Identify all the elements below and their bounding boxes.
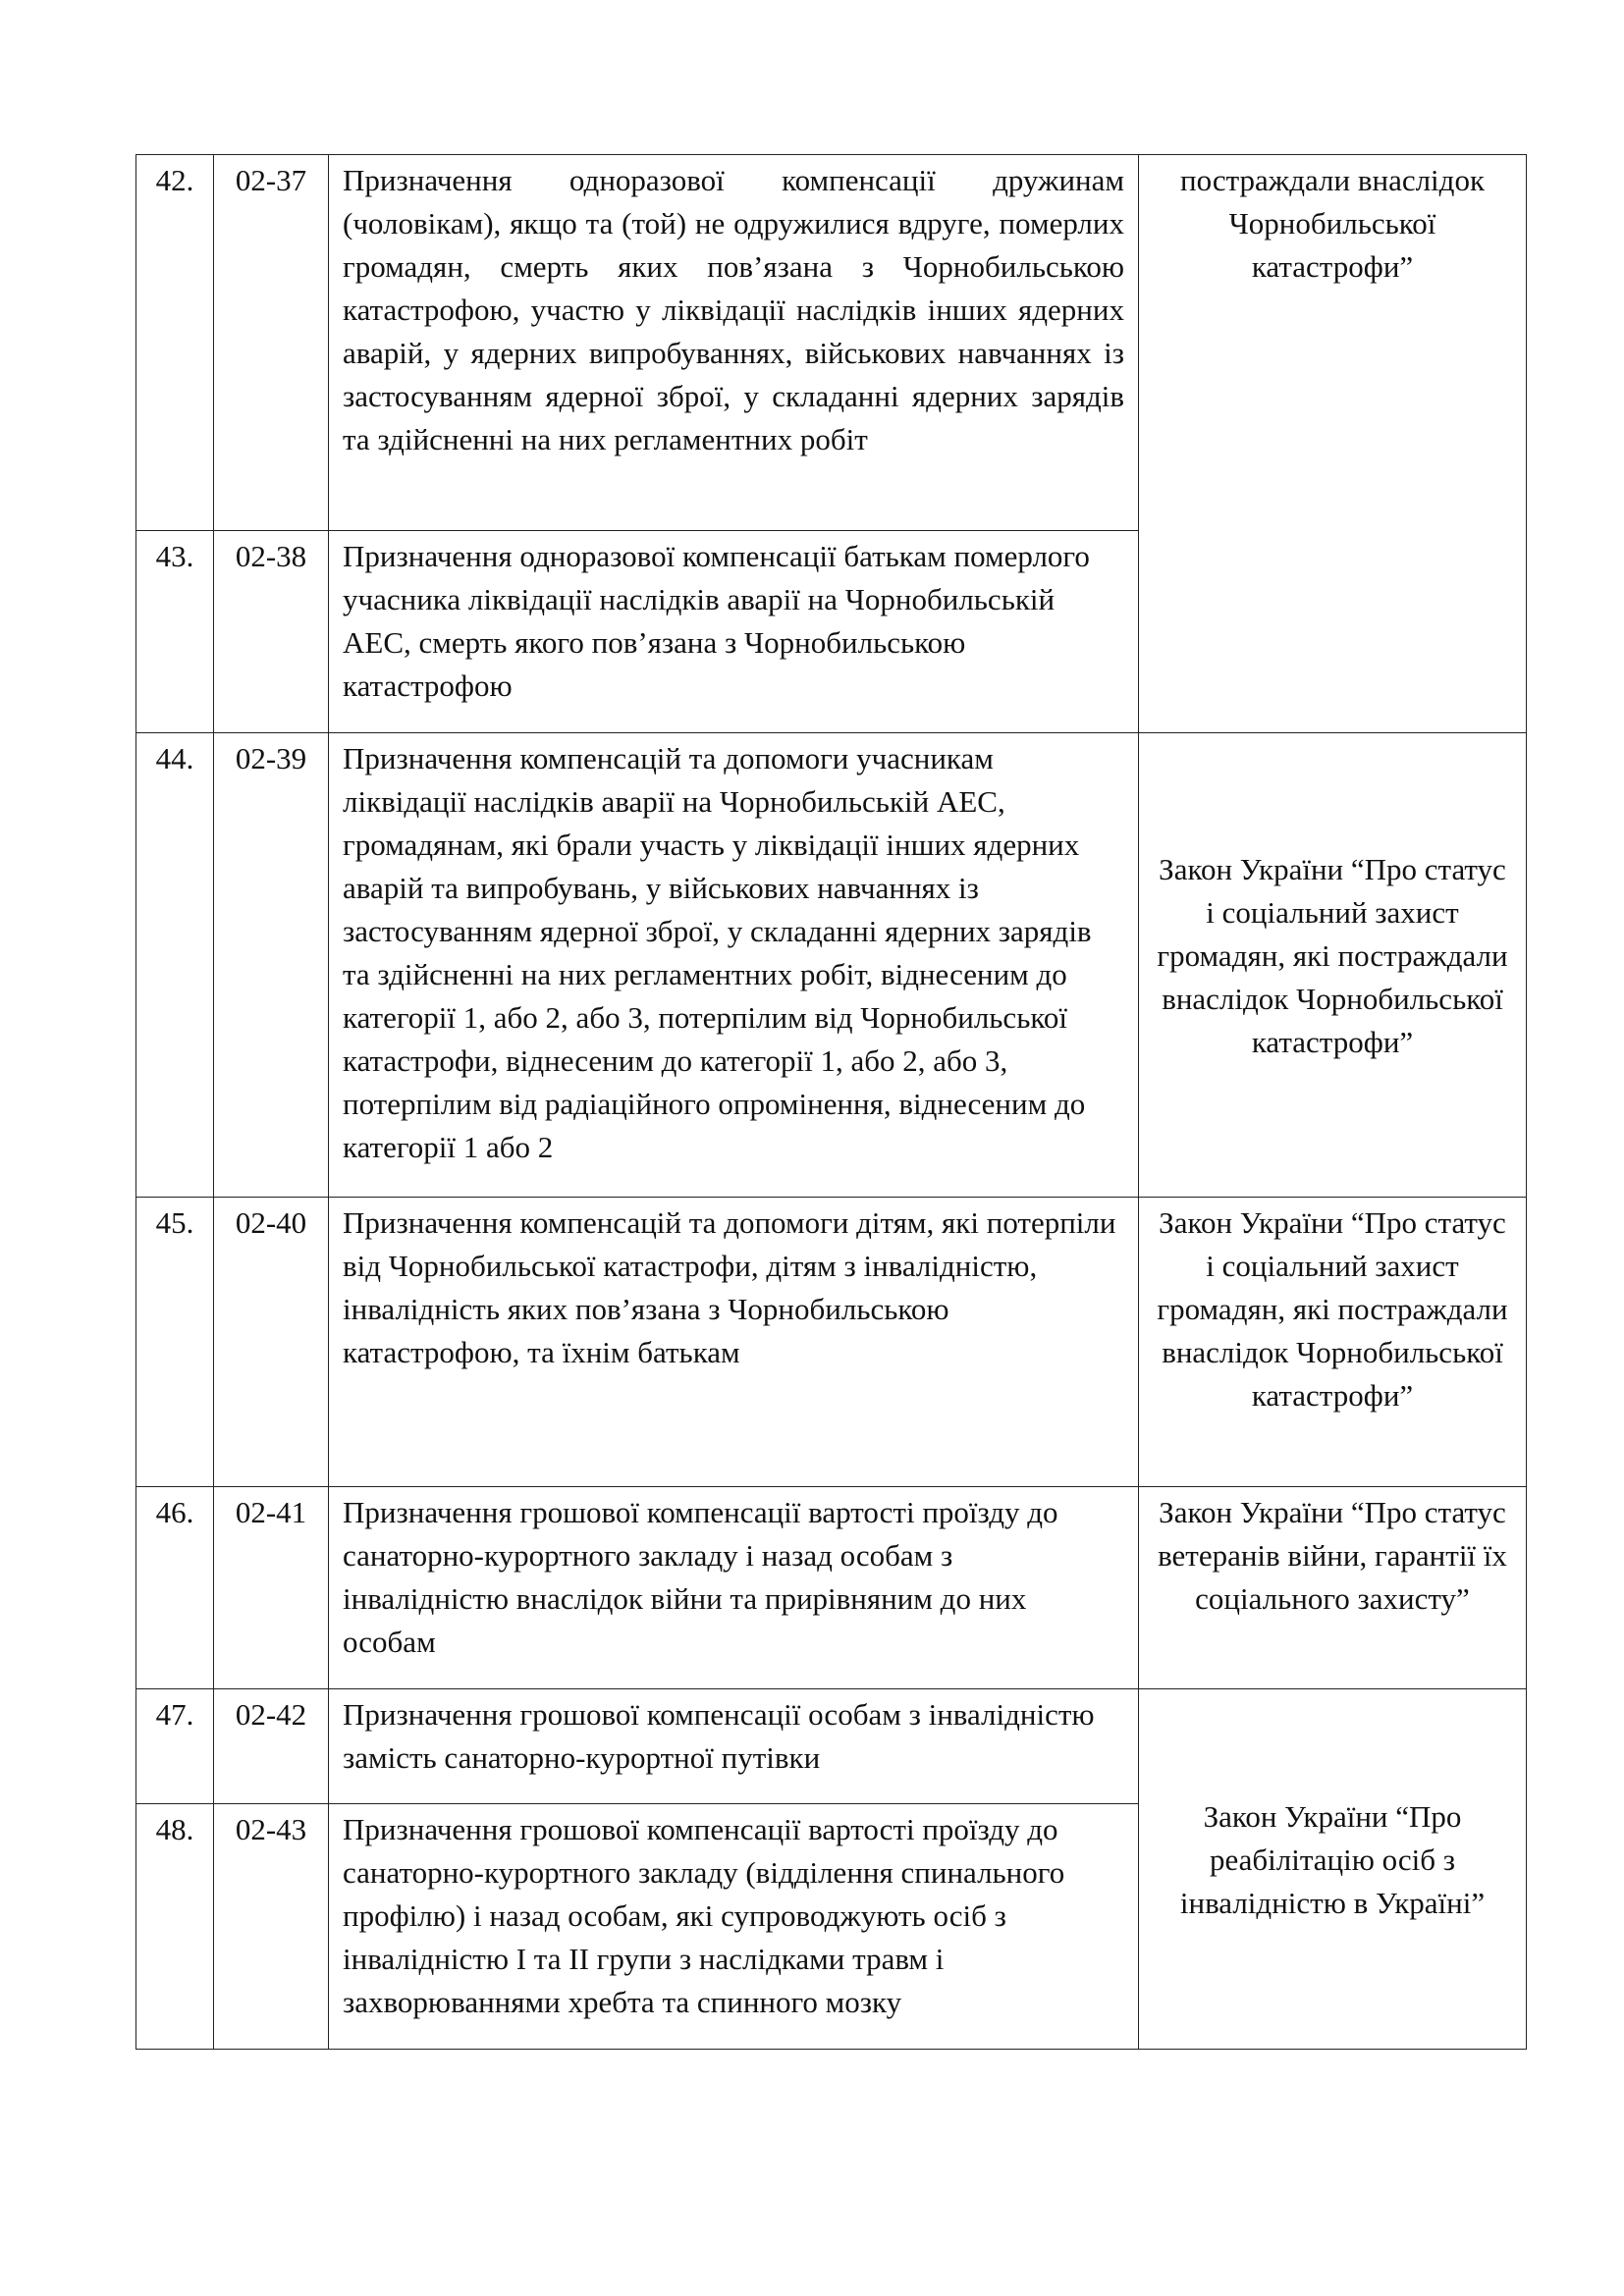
law-reference: Закон України “Про статус і соціальний захист громадян, які постраждали внаслідок Чорнобильської катастрофи”: [1139, 1198, 1527, 1487]
row-number: 46.: [136, 1487, 214, 1689]
service-description: Призначення грошової компенсації особам з інвалідністю замість санаторно-курортної путівки: [329, 1689, 1139, 1804]
service-code: 02-41: [214, 1487, 329, 1689]
law-reference: Закон України “Про статус ветеранів війни, гарантії їх соціального захисту”: [1139, 1487, 1527, 1689]
row-number: 42.: [136, 155, 214, 531]
law-reference: Закон України “Про реабілітацію осіб з інвалідністю в Україні”: [1139, 1689, 1527, 2050]
service-code: 02-43: [214, 1804, 329, 2050]
table-row: [136, 1689, 1527, 1804]
service-description: Призначення компенсацій та допомоги учасникам ліквідації наслідків аварії на Чорнобильській АЕС, громадянам, які брали участь у ліквідації інших ядерних аварій та випробувань, у військових навчаннях із застосуванням ядерної зброї, у складанні ядерних зарядів та здійсненні на них регламентних робіт, віднесеним до категорії 1, або 2, або 3, потерпілим від Чорнобильської катастрофи, віднесеним до категорії 1, або 2, або 3, потерпілим від радіаційного опромінення, віднесеним до категорії 1 або 2: [329, 733, 1139, 1198]
law-reference: постраждали внаслідок Чорнобильської катастрофи”: [1139, 155, 1527, 733]
service-code: 02-42: [214, 1689, 329, 1804]
service-description: Призначення одноразової компенсації батькам померлого учасника ліквідації наслідків аварії на Чорнобильській АЕС, смерть якого пов’язана з Чорнобильською катастрофою: [329, 531, 1139, 733]
row-number: 45.: [136, 1198, 214, 1487]
service-code: 02-39: [214, 733, 329, 1198]
service-code: 02-37: [214, 155, 329, 531]
service-code: 02-38: [214, 531, 329, 733]
service-description: Призначення одноразової компенсації дружинам (чоловікам), якщо та (той) не одружилися вдруге, померлих громадян, смерть яких пов’язана з Чорнобильською катастрофою, участю у ліквідації наслідків інших ядерних аварій, у ядерних випробуваннях, військових навчаннях із застосуванням ядерної зброї, у складанні ядерних зарядів та здійсненні на них регламентних робіт: [329, 155, 1139, 531]
service-description: Призначення грошової компенсації вартості проїзду до санаторно-курортного закладу і назад особам з інвалідністю внаслідок війни та прирівняним до них особам: [329, 1487, 1139, 1689]
row-number: 43.: [136, 531, 214, 733]
row-number: 44.: [136, 733, 214, 1198]
row-number: 47.: [136, 1689, 214, 1804]
service-code: 02-40: [214, 1198, 329, 1487]
law-reference: Закон України “Про статус і соціальний захист громадян, які постраждали внаслідок Чорнобильської катастрофи”: [1139, 733, 1527, 1198]
service-description: Призначення грошової компенсації вартості проїзду до санаторно-курортного закладу (відділення спинального профілю) і назад особам, які супроводжують осіб з інвалідністю I та II групи з наслідками травм і захворюваннями хребта та спинного мозку: [329, 1804, 1139, 2050]
table-row: [136, 155, 1527, 531]
table-row: [136, 1487, 1527, 1689]
row-number: 48.: [136, 1804, 214, 2050]
table-row: [136, 733, 1527, 1198]
table-row: [136, 1198, 1527, 1487]
service-description: Призначення компенсацій та допомоги дітям, які потерпіли від Чорнобильської катастрофи, дітям з інвалідністю, інвалідність яких пов’язана з Чорнобильською катастрофою, та їхнім батькам: [329, 1198, 1139, 1487]
services-table: [135, 154, 1527, 2050]
